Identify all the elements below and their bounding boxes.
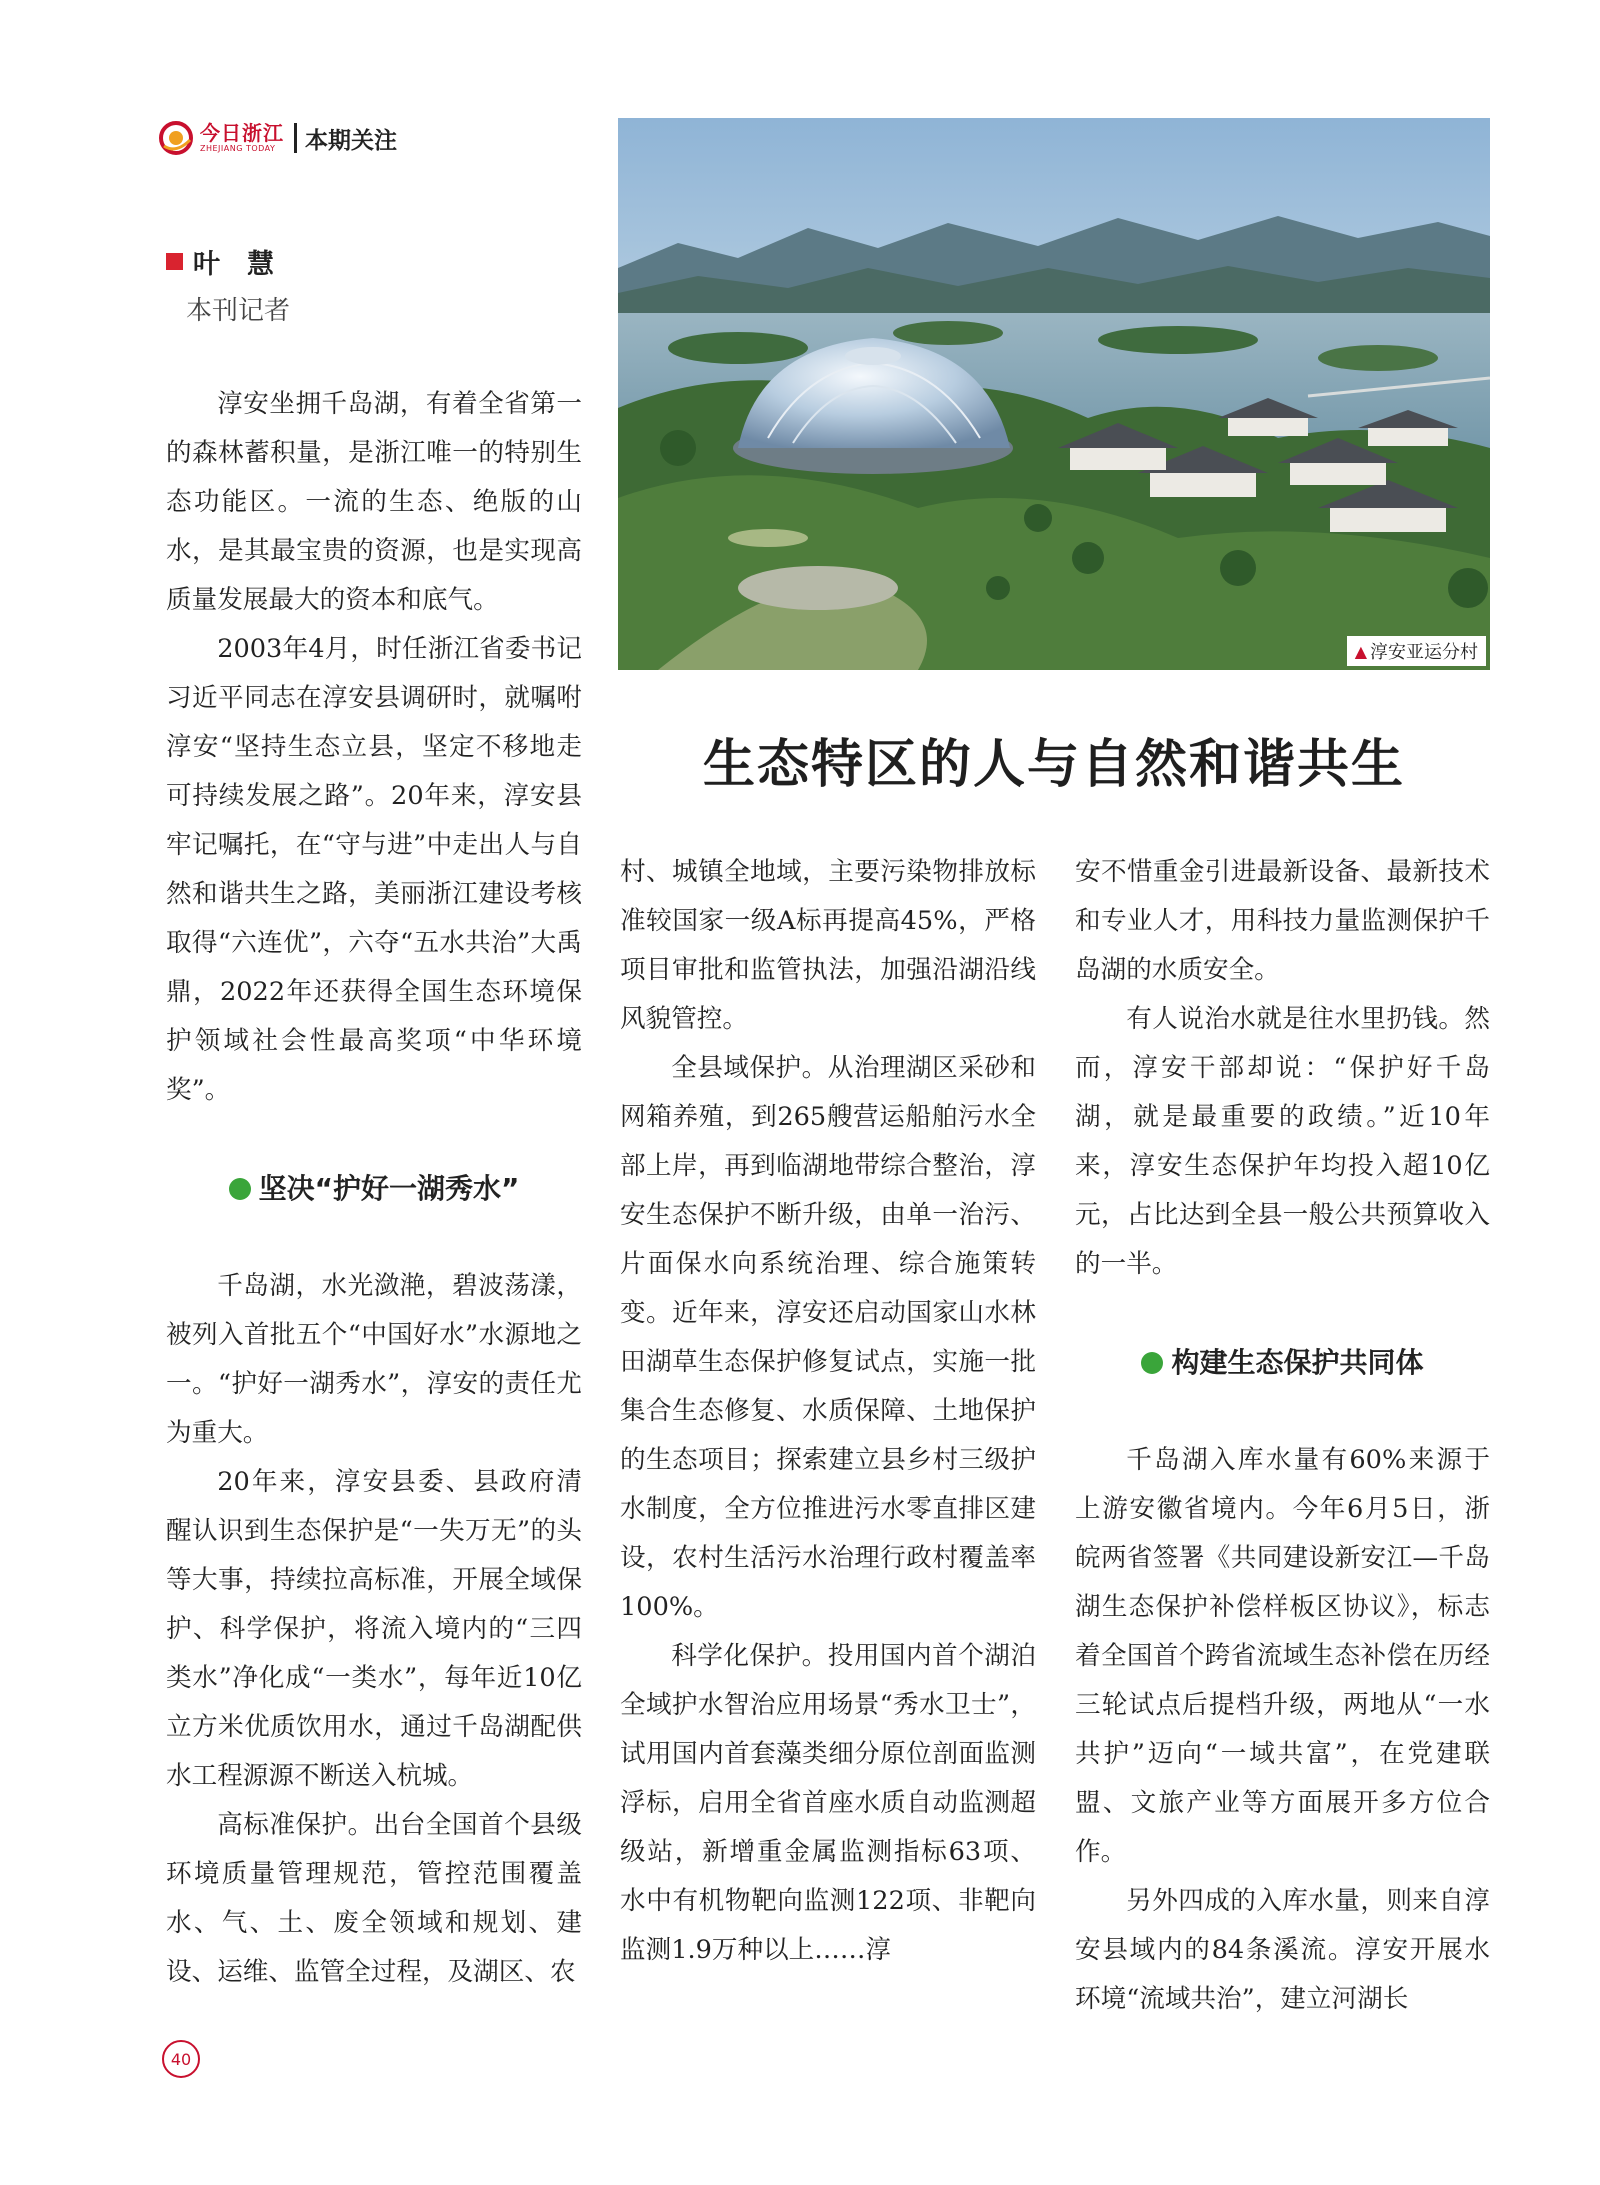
- caption-text: 淳安亚运分村: [1370, 642, 1478, 663]
- magazine-logo-text: [200, 123, 284, 153]
- article-column-2: [620, 848, 1036, 1975]
- author-square-icon: [166, 253, 183, 270]
- paragraph: 科学化保护。投用国内首个湖泊全域护水智治应用场景“秀水卫士”，试用国内首套藻类细分原位剖面监测浮标，启用全省首座水质自动监测超级站，新增重金属监测指标63项、水中有机物靶向监测122项、非靶向监测1.9万种以上……淳: [620, 1641, 1036, 1965]
- subheading: [166, 1115, 582, 1262]
- author-byline: [166, 242, 274, 281]
- asian-games-village-photo: [618, 118, 1490, 670]
- paragraph: 全县域保护。从治理湖区采砂和网箱养殖，到265艘营运船舶污水全部上岸，再到临湖地带综合整治，淳安生态保护不断升级，由单一治污、片面保水向系统治理、综合施策转变。近年来，淳安还启动国家山水林田湖草生态保护修复试点，实施一批集合生态修复、水质保障、土地保护的生态项目；探索建立县乡村三级护水制度，全方位推进污水零直排区建设，农村生活污水治理行政村覆盖率100%。: [620, 1053, 1036, 1622]
- paragraph: 淳安坐拥千岛湖，有着全省第一的森林蓄积量，是浙江唯一的特别生态功能区。一流的生态、绝版的山水，是其最宝贵的资源，也是实现高质量发展最大的资本和底气。: [166, 389, 582, 615]
- paragraph: 千岛湖，水光潋滟，碧波荡漾，被列入首批五个“中国好水”水源地之一。“护好一湖秀水”，淳安的责任尤为重大。: [166, 1271, 582, 1448]
- subheading-text: 坚决“护好一湖秀水”: [258, 1172, 520, 1205]
- subheading-text: 构建生态保护共同体: [1171, 1346, 1424, 1379]
- paragraph: 另外四成的入库水量，则来自淳安县域内的84条溪流。淳安开展水环境“流域共治”，建立河湖长: [1075, 1886, 1490, 2014]
- paragraph: 村、城镇全地域，主要污染物排放标准较国家一级A标再提高45%，严格项目审批和监管执法，加强沿湖沿线风貌管控。: [620, 857, 1036, 1034]
- author-name: 叶 慧: [193, 249, 274, 280]
- magazine-header: [158, 118, 397, 158]
- author-role: 本刊记者: [186, 296, 291, 326]
- page-number: 40: [162, 2040, 200, 2078]
- article-headline: 生态特区的人与自然和谐共生: [702, 734, 1405, 795]
- section-label: 本期关注: [305, 127, 397, 154]
- paragraph: 2003年4月，时任浙江省委书记习近平同志在淳安县调研时，就嘱咐淳安“坚持生态立县，坚定不移地走可持续发展之路”。20年来，淳安县牢记嘱托，在“守与进”中走出人与自然和谐共生之路，美丽浙江建设考核取得“六连优”，六夺“五水共治”大禹鼎，2022年还获得全国生态环境保护领域社会性最高奖项“中华环境奖”。: [166, 634, 582, 1105]
- article-column-3: [1075, 848, 1490, 2024]
- paragraph: 20年来，淳安县委、县政府清醒认识到生态保护是“一失万无”的头等大事，持续拉高标准，开展全域保护、科学保护，将流入境内的“三四类水”净化成“一类水”，每年近10亿立方米优质饮用水，通过千岛湖配供水工程源源不断送入杭城。: [166, 1467, 582, 1791]
- photo-caption: [1347, 636, 1486, 666]
- paragraph: 千岛湖入库水量有60%来源于上游安徽省境内。今年6月5日，浙皖两省签署《共同建设新安江—千岛湖生态保护补偿样板区协议》，标志着全国首个跨省流域生态补偿在历经三轮试点后提档升级，两地从“一水共护”迈向“一域共富”，在党建联盟、文旅产业等方面展开多方位合作。: [1075, 1445, 1490, 1867]
- logo-chinese: 今日浙江: [200, 121, 284, 145]
- paragraph: 有人说治水就是往水里扔钱。然而，淳安干部却说：“保护好千岛湖，就是最重要的政绩。”近10年来，淳安生态保护年均投入超10亿元，占比达到全县一般公共预算收入的一半。: [1075, 1004, 1490, 1279]
- green-dot-icon: [1141, 1352, 1163, 1374]
- logo-english: ZHEJIANG TODAY: [200, 144, 276, 153]
- article-photo: [618, 118, 1490, 670]
- caption-triangle-icon: ▲: [1354, 641, 1367, 661]
- subheading: [1075, 1289, 1490, 1436]
- header-divider: [294, 123, 297, 153]
- green-dot-icon: [229, 1178, 251, 1200]
- magazine-logo-icon: [158, 120, 194, 156]
- article-column-1: [166, 380, 582, 1997]
- paragraph: 高标准保护。出台全国首个县级环境质量管理规范，管控范围覆盖水、气、土、废全领域和规划、建设、运维、监管全过程，及湖区、农: [166, 1810, 582, 1987]
- paragraph: 安不惜重金引进最新设备、最新技术和专业人才，用科技力量监测保护千岛湖的水质安全。: [1075, 857, 1490, 985]
